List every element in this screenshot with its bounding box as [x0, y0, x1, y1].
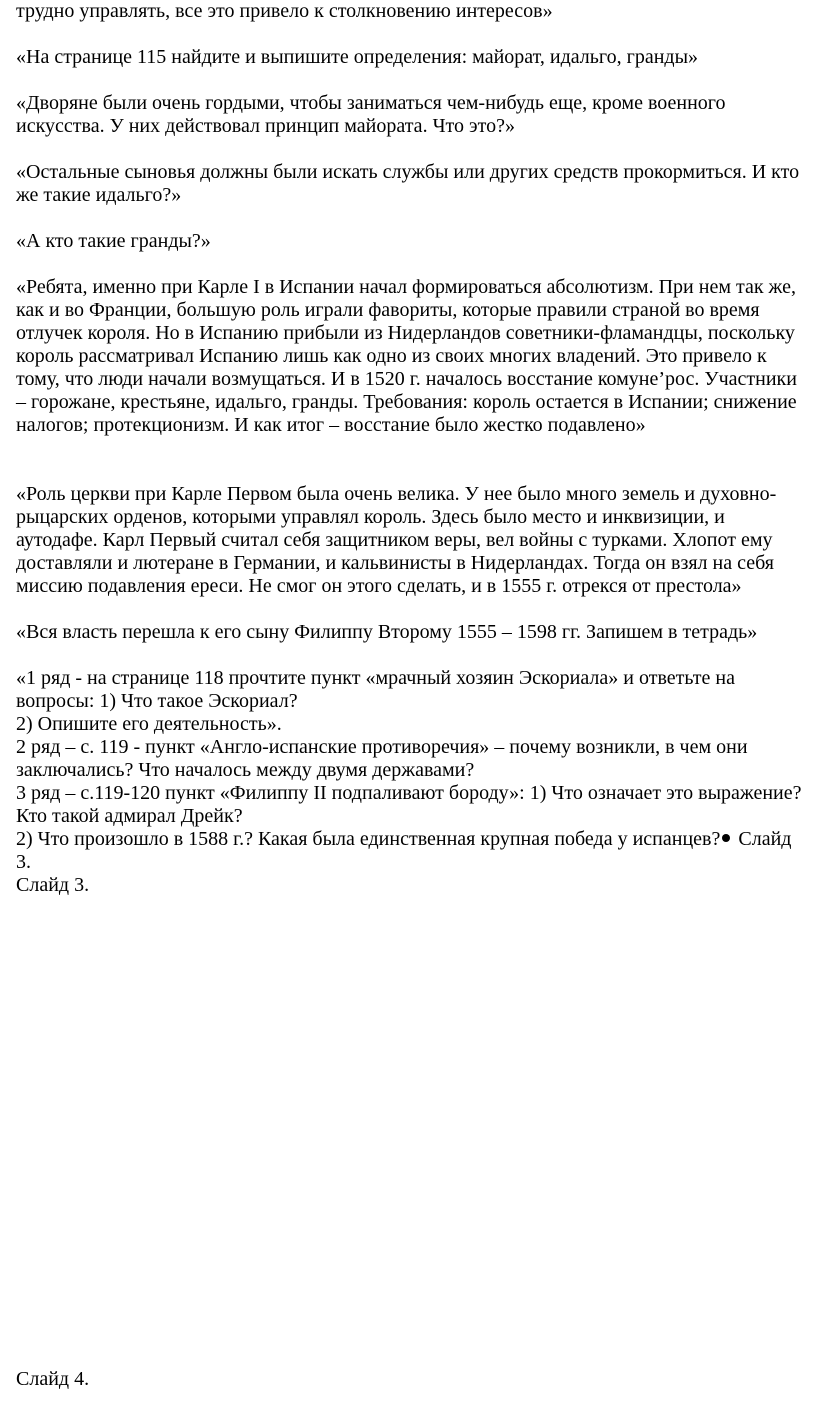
slide-3-label: Слайд 3. [16, 874, 90, 896]
paragraph-hidalgo: «Остальные сыновья должны были искать службы или других средств прокормиться. И кто же такие идальго?» [16, 161, 800, 206]
task-row-1-question-2: 2) Опишите его деятельность». [16, 713, 282, 735]
paragraph-philip: «Вся власть перешла к его сыну Филиппу Второму 1555 – 1598 гг. Запишем в тетрадь» [16, 621, 758, 643]
task-slide-ref: Слайд 3. [16, 828, 792, 873]
group-tasks [16, 667, 808, 897]
spacer [16, 23, 808, 46]
paragraph-intro: трудно управлять, все это привело к столкновению интересов» [16, 0, 553, 22]
task-row-3-question-2 [16, 828, 808, 874]
document-page [16, 0, 808, 897]
spacer [16, 437, 808, 483]
task-row-1: «1 ряд - на странице 118 прочтите пункт «мрачный хозяин Эскориала» и ответьте на вопросы: 1) Что такое Эскориал? [16, 667, 735, 712]
spacer [16, 253, 808, 276]
paragraph-absolutism: «Ребята, именно при Карле I в Испании начал формироваться абсолютизм. При нем так же, как и во Франции, большую роль играли фавориты, которые правили страной во время отлучек короля. Но в Испанию прибыли из Нидерландов советники-фламандцы, поскольку король рассматривал Испанию лишь как одно из своих многих владений. Это привело к тому, что люди начали возмущаться. И в 1520 г. началось восстание комуне’рос. Участники – горожане, крестьяне, идальго, гранды. Требования: король остается в Испании; снижение налогов; протекционизм. И как итог – восстание было жестко подавлено» [16, 276, 797, 436]
spacer [16, 69, 808, 92]
spacer [16, 598, 808, 621]
spacer [16, 644, 808, 667]
paragraph-nobility: «Дворяне были очень гордыми, чтобы заниматься чем-нибудь еще, кроме военного искусства. У них действовал принцип майората. Что это?» [16, 92, 726, 137]
task-row-3: 3 ряд – с.119-120 пункт «Филиппу II подпаливают бороду»: 1) Что означает это выражение? Кто такой адмирал Дрейк? [16, 782, 802, 827]
spacer [16, 138, 808, 161]
paragraph-definitions-task: «На странице 115 найдите и выпишите определения: майорат, идальго, гранды» [16, 46, 699, 68]
bullet-icon [722, 834, 730, 842]
slide-4-label: Слайд 4. [16, 1368, 90, 1390]
spacer [16, 207, 808, 230]
task-row-2: 2 ряд – с. 119 - пункт «Англо-испанские противоречия» – почему возникли, в чем они заключались? Что началось между двумя державами? [16, 736, 748, 781]
paragraph-grandees: «А кто такие гранды?» [16, 230, 211, 252]
paragraph-church: «Роль церкви при Карле Первом была очень велика. У нее было много земель и духовно-рыцарских орденов, которыми управлял король. Здесь было место и инквизиции, и аутодафе. Карл Первый считал себя защитником веры, вел войны с турками. Хлопот ему доставляли и лютеране в Германии, и кальвинисты в Нидерландах. Тогда он взял на себя миссию подавления ереси. Не смог он этого сделать, и в 1555 г. отрекся от престола» [16, 483, 777, 597]
task-row-3-text: 2) Что произошло в 1588 г.? Какая была единственная крупная победа у испанцев? [16, 828, 721, 850]
